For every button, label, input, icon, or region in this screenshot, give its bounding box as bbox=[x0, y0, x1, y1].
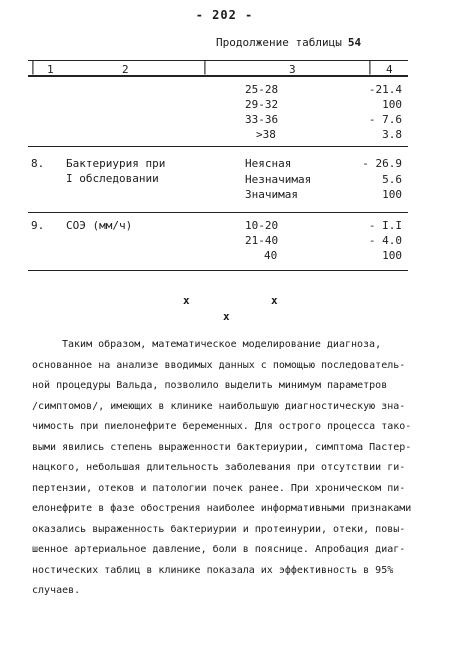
column-header-4: 4 bbox=[386, 63, 393, 76]
value-cell: 100 bbox=[382, 249, 402, 262]
paragraph-line: чимость при пиелонефрите беременных. Для острого процесса тако- bbox=[32, 421, 412, 432]
row-divider bbox=[28, 146, 408, 147]
paragraph-line: шенное артериальное давление, боли в пояснице. Апробация диаг- bbox=[32, 544, 406, 555]
table-bottom-rule bbox=[28, 270, 408, 271]
value-cell: - 7.6 bbox=[368, 113, 402, 126]
header-bottom-rule bbox=[28, 75, 408, 77]
value-cell: - 4.0 bbox=[368, 234, 402, 247]
value-cell: 100 bbox=[382, 98, 402, 111]
paragraph-line: елонефрите в фазе обострения наиболее информативными признаками bbox=[32, 503, 412, 514]
column-header-3: 3 bbox=[289, 63, 296, 76]
separator-mark: x bbox=[223, 310, 230, 323]
level-cell: Значимая bbox=[245, 188, 298, 201]
page-number: - 202 - bbox=[195, 8, 254, 22]
separator-mark: x bbox=[183, 294, 190, 307]
row-divider bbox=[28, 212, 408, 213]
paragraph-line: ной процедуры Вальда, позволило выделить минимум параметров bbox=[32, 380, 388, 391]
value-cell: 3.8 bbox=[382, 128, 402, 141]
separator-mark: x bbox=[271, 294, 278, 307]
paragraph-line: оказались выраженность бактериурии и протеинурии, отеки, повы- bbox=[32, 523, 406, 535]
column-header-1: 1 bbox=[47, 63, 54, 76]
column-header-2: 2 bbox=[122, 63, 129, 76]
value-cell: - 26.9 bbox=[362, 157, 402, 170]
paragraph-line: нацкого, небольшая длительность заболевания при отсутствии ги- bbox=[32, 462, 406, 473]
row-name: Бактериурия при bbox=[66, 157, 166, 170]
value-cell: - I.I bbox=[368, 219, 402, 232]
level-cell: 40 bbox=[264, 249, 278, 262]
paragraph-line: ностических таблиц в клинике показала их эффективность в 95% bbox=[32, 564, 394, 576]
paragraph-line: выми явились степень выраженности бактериурии, симптома Пастер- bbox=[32, 441, 412, 453]
level-cell: 21-40 bbox=[245, 234, 279, 247]
level-cell: Неясная bbox=[245, 157, 292, 170]
table-caption bbox=[216, 36, 361, 49]
level-cell: Незначимая bbox=[245, 173, 312, 186]
header-separator: | bbox=[29, 60, 37, 75]
range-cell: 29-32 bbox=[245, 98, 279, 111]
header-separator: | bbox=[201, 60, 209, 75]
range-cell: >38 bbox=[256, 128, 276, 141]
paragraph-line: /симптомов/, имеющих в клинике наибольшую диагностическую зна- bbox=[32, 400, 406, 412]
table-top-rule bbox=[28, 60, 408, 61]
caption-text: Продолжение таблицы bbox=[216, 36, 342, 49]
header-separator: | bbox=[366, 60, 374, 75]
level-cell: 10-20 bbox=[245, 219, 279, 232]
value-cell: 100 bbox=[382, 188, 402, 201]
value-cell: -21.4 bbox=[368, 83, 402, 96]
conclusion-paragraph bbox=[32, 335, 432, 602]
paragraph-line: пертензии, отеков и патологии почек ранее. При хроническом пи- bbox=[32, 482, 406, 494]
paragraph-line: случаев. bbox=[32, 585, 81, 596]
row-name: СОЭ (мм/ч) bbox=[66, 219, 133, 232]
range-cell: 33-36 bbox=[245, 113, 279, 126]
range-cell: 25-28 bbox=[245, 83, 279, 96]
row-number: 9. bbox=[31, 219, 45, 232]
value-cell: 5.6 bbox=[382, 173, 402, 186]
row-name: I обследовании bbox=[66, 172, 159, 185]
row-number: 8. bbox=[31, 157, 45, 170]
paragraph-line: Таким образом, математическое моделирование диагноза, bbox=[62, 339, 382, 350]
paragraph-line: основанное на анализе вводимых данных с помощью последователь- bbox=[32, 359, 406, 371]
table-number: 54 bbox=[347, 36, 362, 49]
